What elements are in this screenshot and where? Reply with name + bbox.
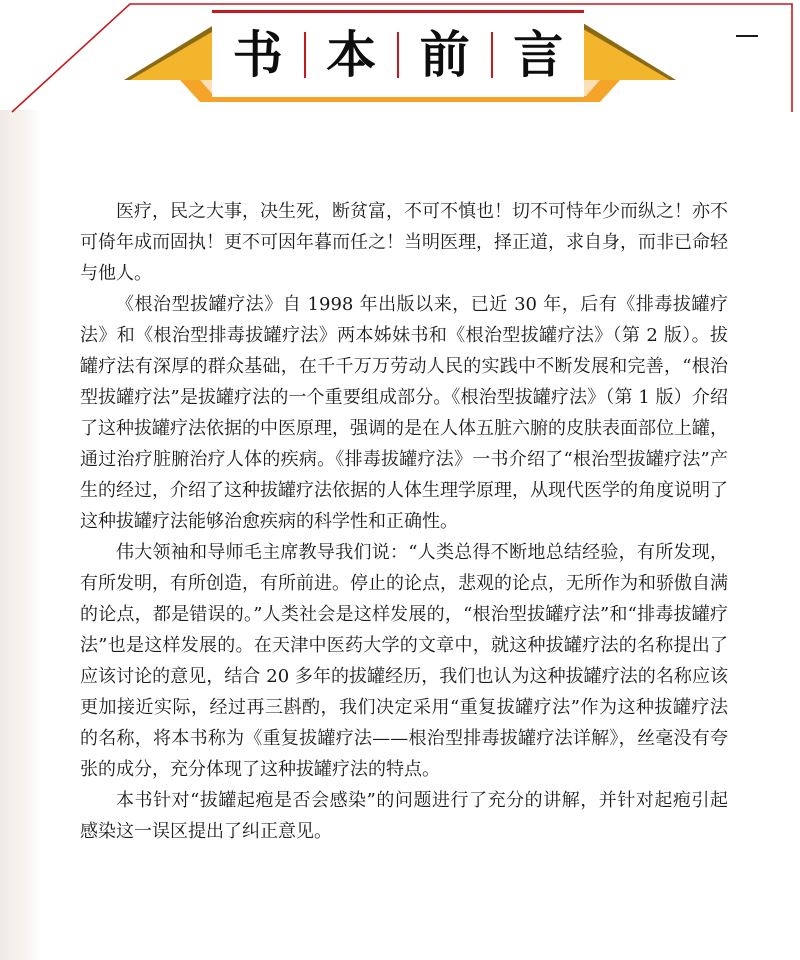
chapter-title (212, 10, 584, 97)
chapter-header (0, 0, 800, 120)
title-char-3: 前 (419, 26, 470, 84)
title-char-4: 言 (513, 26, 564, 84)
page-gutter-shadow (0, 110, 42, 960)
paragraph: 伟大领袖和导师毛主席教导我们说：“人类总得不断地总结经验，有所发现，有所发明，有所创造，有所前进。停止的论点，悲观的论点，无所作为和骄傲自满的论点，都是错误的。”人类社会是这样发展的，“根治型拔罐疗法”和“排毒拔罐疗法”也是这样发展的。在天津中医药大学的文章中，就这种拔罐疗法的名称提出了应该讨论的意见，结合 20 多年的拔罐经历，我们也认为这种拔罐疗法的名称应该更加接近实际，经过再三斟酌，我们决定采用“重复拔罐疗法”作为这种拔罐疗法的名称，将本书称为《重复拔罐疗法——根治型排毒拔罐疗法详解》，丝毫没有夸张的成分，充分体现了这种拔罐疗法的特点。 (80, 542, 728, 780)
title-separator (304, 32, 306, 78)
paragraph: 医疗，民之大事，决生死，断贫富，不可不慎也！切不可恃年少而纵之！亦不可倚年成而固执！更不可因年暮而任之！当明医理，择正道，求自身，而非已命轻与他人。 (80, 201, 728, 284)
title-char-2: 本 (326, 26, 377, 84)
paragraph: 《根治型拔罐疗法》自 1998 年出版以来，已近 30 年，后有《排毒拔罐疗法》和《根治型排毒拔罐疗法》两本姊妹书和《根治型拔罐疗法》（第 2 版）。拔罐疗法有深厚的群众基础，在千千万万劳动人民的实践中不断发展和完善，“根治型拔罐疗法”是拔罐疗法的一个重要组成部分。《根治型拔罐疗法》（第 1 版）介绍了这种拔罐疗法依据的中医原理，强调的是在人体五脏六腑的皮肤表面部位上罐，通过治疗脏腑治疗人体的疾病。《排毒拔罐疗法》一书介绍了“根治型拔罐疗法”产生的经过，介绍了这种拔罐疗法依据的人体生理学原理，从现代医学的角度说明了这种拔罐疗法能够治愈疾病的科学性和正确性。 (80, 294, 728, 532)
title-separator (397, 32, 399, 78)
title-char-1: 书 (232, 26, 283, 84)
title-separator (491, 32, 493, 78)
paragraph: 本书针对“拔罐起疱是否会感染”的问题进行了充分的讲解，并针对起疱引起感染这一误区提出了纠正意见。 (80, 790, 728, 842)
preface-body (80, 196, 728, 847)
